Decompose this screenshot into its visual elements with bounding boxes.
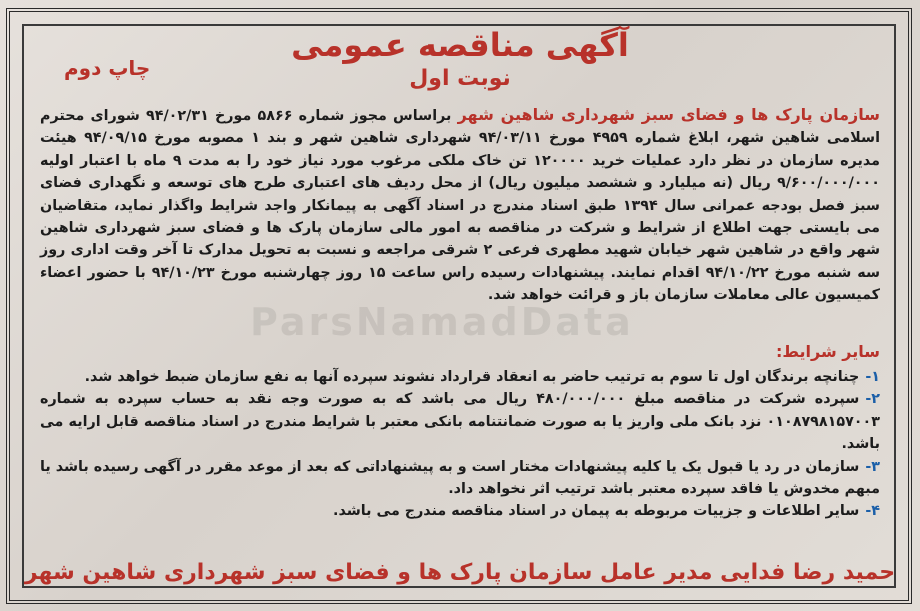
print-edition-label: چاپ دوم: [64, 56, 151, 80]
condition-item: [40, 500, 880, 522]
conditions-list: [40, 366, 880, 523]
condition-number: ۴-: [865, 503, 880, 520]
signature-line: حمید رضا فدایی مدیر عامل سازمان پارک ها و فضای سبز شهرداری شاهین شهر: [24, 560, 896, 585]
organization-name: سازمان پارک ها و فضای سبز شهرداری شاهین شهر: [457, 105, 880, 124]
conditions-heading: سایر شرایط:: [776, 342, 880, 361]
notice-round: نوبت اول: [409, 66, 511, 91]
watermark: ParsNamadData: [250, 300, 634, 344]
condition-text: سپرده شرکت در مناقصه مبلغ ۴۸۰/۰۰۰/۰۰۰ ریال می باشد که به صورت وجه نقد به حساب سپرده به شماره ۰۱۰۸۷۹۸۱۵۷۰۰۳ نزد بانک ملی واریز یا به صورت ضمانتنامه بانکی معتبر با شرایط مندرج در اسناد مناقصه قابل ارایه می باشد.: [40, 391, 880, 453]
condition-text: سازمان در رد یا قبول یک یا کلیه پیشنهادات مختار است و به پیشنهاداتی که بعد از موعد مقرر در آگهی رسیده باشد یا مبهم مخدوش یا فاقد سپرده معتبر باشد ترتیب اثر نخواهد داد.: [40, 458, 880, 498]
condition-item: [40, 388, 880, 455]
condition-text: سایر اطلاعات و جزییات مربوطه به پیمان در اسناد مناقصه مندرج می باشد.: [333, 503, 860, 520]
condition-number: ۲-: [865, 391, 880, 408]
condition-number: ۳-: [865, 458, 880, 475]
condition-item: [40, 366, 880, 388]
notice-title: آگهی مناقصه عمومی: [291, 26, 629, 64]
condition-item: [40, 456, 880, 501]
notice-body: [40, 104, 880, 307]
condition-number: ۱-: [865, 369, 880, 385]
notice-intro-text: براساس مجوز شماره ۵۸۶۶ مورخ ۹۴/۰۲/۳۱ شورای محترم اسلامی شاهین شهر، ابلاغ شماره ۴۹۵۹ مورخ ۹۴/۰۳/۱۱ شهرداری شاهین شهر و بند ۱ مصوبه مورخ ۹۴/۰۹/۱۵ هیئت مدیره سازمان در نظر دارد عملیات خرید ۱۲۰۰۰۰ تن خاک ملکی مرغوب مورد نیاز خود را به مدت ۹ ماه با اعتبار اولیه ۹/۶۰۰/۰۰۰/۰۰۰ ریال (نه میلیارد و ششصد میلیون ریال) از محل ردیف های اعتباری طرح های توسعه و نگهداری فضای سبز فصل بودجه عمرانی سال ۱۳۹۴ طبق اسناد مندرج در اسناد آگهی به پیمانکار واجد شرایط واگذار نماید، متقاضیان می بایستی جهت اطلاع از شرایط و شرکت در مناقصه به امور مالی سازمان پارک ها و فضای سبز شهرداری شاهین شهر واقع در شاهین شهر خیابان شهید مطهری فرعی ۲ شرقی مراجعه و نسبت به تحویل مدارک تا آخر وقت اداری روز سه شنبه مورخ ۹۴/۱۰/۲۲ اقدام نمایند. پیشنهادات رسیده راس ساعت ۱۵ روز چهارشنبه مورخ ۹۴/۱۰/۲۳ با حضور اعضاء کمیسیون عالی معاملات سازمان باز و قرائت خواهد شد.: [40, 108, 881, 304]
condition-text: چنانچه برندگان اول تا سوم به ترتیب حاضر به انعقاد قرارداد نشوند سپرده آنها به نفع سازمان ضبط خواهد شد.: [84, 369, 860, 385]
